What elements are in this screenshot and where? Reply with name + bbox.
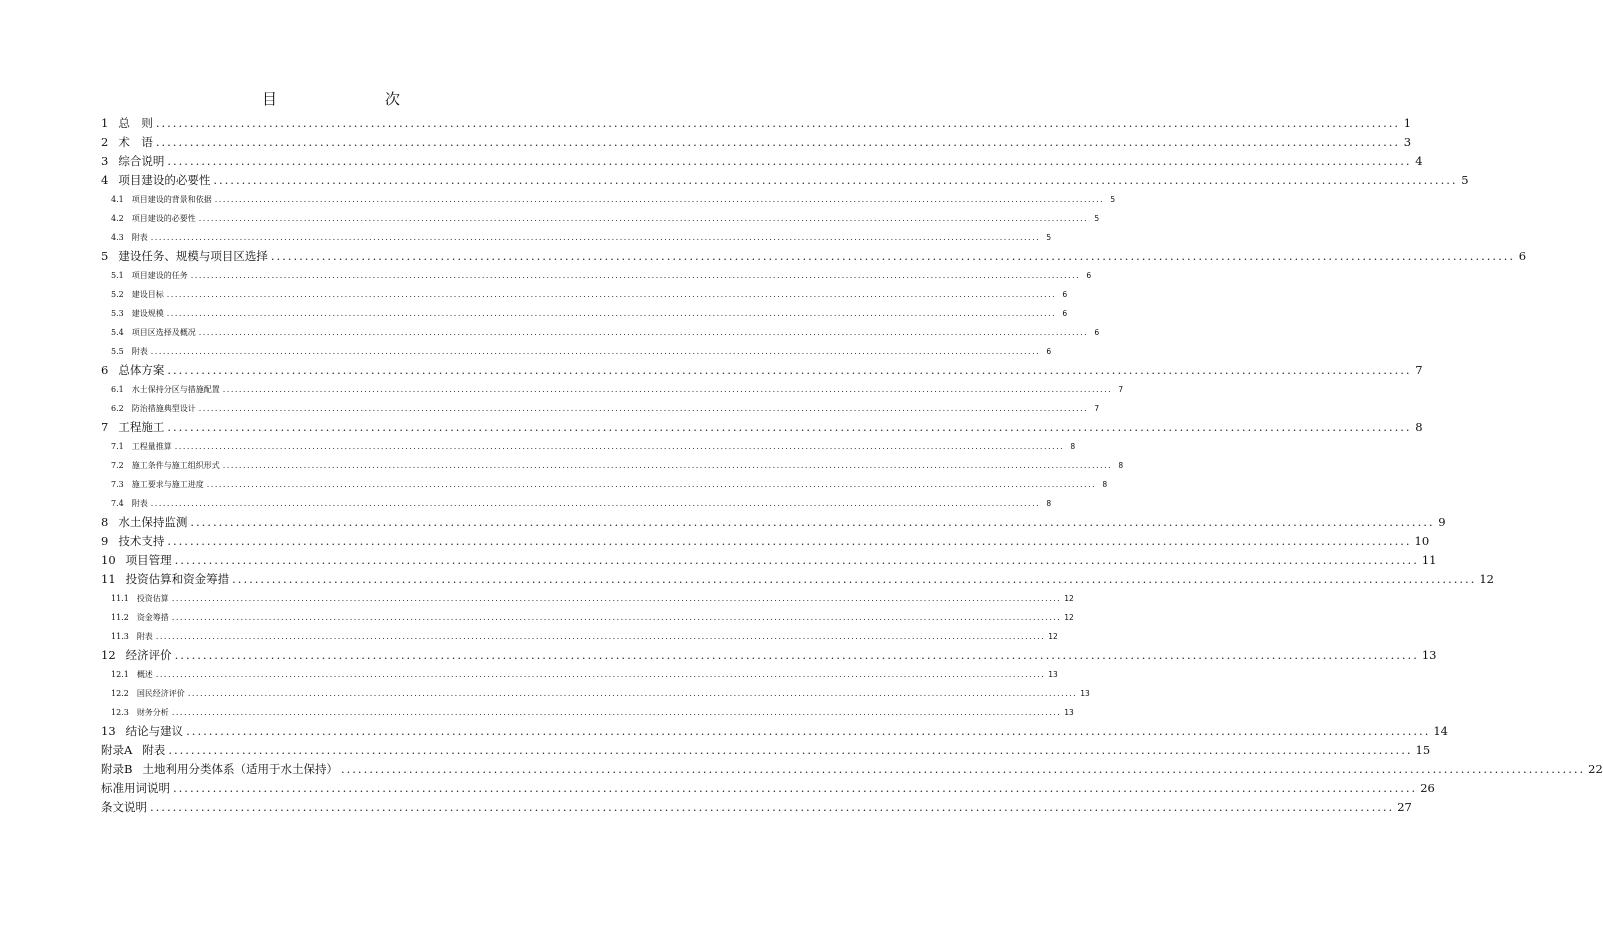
- toc-entry-label: [111, 399, 196, 418]
- dot-leader: ............................................................................................................................................................................................................................: [198, 404, 1089, 413]
- toc-entry-number: 12: [101, 648, 116, 662]
- toc-entry-text: 建设规模: [131, 309, 164, 318]
- toc-entry-page: 8: [1102, 480, 1108, 489]
- toc-entry[interactable]: [101, 779, 1435, 798]
- toc-entry-text: 条文说明: [101, 800, 147, 814]
- toc-entry-page: 27: [1397, 800, 1412, 814]
- toc-entry-page: 6: [1046, 347, 1052, 356]
- dot-leader: ............................................................................................................................................................................................................................: [198, 328, 1089, 337]
- toc-entry-page: 7: [1094, 404, 1100, 413]
- toc-entry-label: [111, 209, 196, 228]
- toc-entry-page: 22: [1588, 762, 1603, 776]
- dot-leader: ............................................................................................................................................................................................................................: [167, 534, 1412, 548]
- toc-entry-page: 13: [1048, 670, 1058, 679]
- toc-entry-text: 资金筹措: [136, 613, 169, 622]
- toc-entry[interactable]: [101, 760, 1603, 779]
- toc-entry-page: 9: [1438, 515, 1446, 529]
- toc-entry-text: 附表: [136, 632, 153, 641]
- toc-entry-text: 国民经济评价: [136, 689, 185, 698]
- toc-entry-page: 14: [1433, 724, 1448, 738]
- toc-entry[interactable]: [101, 570, 1494, 589]
- toc-entry-label: [101, 798, 147, 817]
- dot-leader: ............................................................................................................................................................................................................................: [167, 363, 1412, 377]
- toc-entry-text: 总体方案: [118, 363, 165, 377]
- toc-entry[interactable]: [101, 646, 1437, 665]
- toc-entry-number: 4: [101, 173, 109, 187]
- dot-leader: ............................................................................................................................................................................................................................: [150, 499, 1041, 508]
- toc-entry-text: 施工条件与施工组织形式: [131, 461, 220, 470]
- toc-entry-label: [111, 589, 169, 608]
- toc-entry-text: 建设目标: [131, 290, 164, 299]
- toc-entry[interactable]: [101, 380, 1124, 399]
- toc-entry-label: [101, 741, 165, 760]
- toc-entry-number: 7.2: [111, 461, 124, 470]
- toc-entry[interactable]: [101, 551, 1437, 570]
- toc-entry-number: 附录B: [101, 762, 133, 776]
- toc-entry-label: [111, 190, 212, 209]
- toc-entry-text: 投资估算和资金筹措: [125, 572, 230, 586]
- toc-entry-text: 附表: [131, 499, 148, 508]
- toc-entry[interactable]: [101, 494, 1052, 513]
- toc-entry-number: 8: [101, 515, 109, 529]
- toc-entry[interactable]: [101, 456, 1124, 475]
- dot-leader: ............................................................................................................................................................................................................................: [166, 290, 1057, 299]
- toc-entry-text: 工程量推算: [131, 442, 172, 451]
- toc-entry-text: 术 语: [118, 135, 153, 149]
- toc-entry-label: [101, 722, 183, 741]
- dot-leader: ............................................................................................................................................................................................................................: [190, 515, 1435, 529]
- toc-entry[interactable]: [101, 361, 1423, 380]
- toc-entry-page: 6: [1086, 271, 1092, 280]
- toc-entry[interactable]: [101, 513, 1446, 532]
- toc-entry-page: 10: [1414, 534, 1430, 548]
- toc-entry-number: 6.1: [111, 385, 124, 394]
- toc-entry-number: 4.3: [111, 233, 124, 242]
- toc-entry-text: 建设任务、规模与项目区选择: [118, 249, 268, 263]
- toc-entry-number: 5.4: [111, 328, 124, 337]
- toc-entry-number: 7: [101, 420, 109, 434]
- toc-entry-label: [101, 551, 172, 570]
- dot-leader: ............................................................................................................................................................................................................................: [150, 347, 1041, 356]
- dot-leader: ............................................................................................................................................................................................................................: [214, 195, 1105, 204]
- dot-leader: ............................................................................................................................................................................................................................: [232, 572, 1477, 586]
- dot-leader: ............................................................................................................................................................................................................................: [187, 689, 1078, 698]
- toc-entry-text: 附表: [142, 743, 166, 757]
- toc-entry[interactable]: [101, 171, 1469, 190]
- toc-entry-label: [111, 475, 204, 494]
- toc-entry[interactable]: [101, 437, 1076, 456]
- toc-entry-page: 4: [1415, 154, 1423, 168]
- toc-entry-page: 7: [1415, 363, 1423, 377]
- toc-entry-page: 6: [1062, 309, 1068, 318]
- toc-entry[interactable]: [101, 665, 1058, 684]
- toc-entry-number: 4.1: [111, 195, 124, 204]
- toc-entry[interactable]: [101, 152, 1423, 171]
- dot-leader: ............................................................................................................................................................................................................................: [190, 271, 1081, 280]
- toc-entry-number: 2: [101, 135, 109, 149]
- toc-entry-label: [111, 228, 148, 247]
- toc-entry-text: 项目建设的任务: [131, 271, 188, 280]
- toc-entry-label: [111, 323, 196, 342]
- dot-leader: ............................................................................................................................................................................................................................: [174, 442, 1065, 451]
- toc-entry-number: 6.2: [111, 404, 124, 413]
- dot-leader: ............................................................................................................................................................................................................................: [168, 743, 1413, 757]
- toc-entry-label: [111, 684, 185, 703]
- toc-entry-text: 项目建设的必要性: [118, 173, 211, 187]
- dot-leader: ............................................................................................................................................................................................................................: [340, 762, 1586, 776]
- toc-entry-label: [101, 513, 187, 532]
- toc-entry-number: 5: [101, 249, 109, 263]
- dot-leader: ............................................................................................................................................................................................................................: [155, 116, 1401, 130]
- toc-entry-text: 项目管理: [125, 553, 172, 567]
- toc-entry[interactable]: [101, 190, 1116, 209]
- dot-leader: ............................................................................................................................................................................................................................: [166, 309, 1057, 318]
- toc-entry-text: 技术支持: [118, 534, 165, 548]
- toc-entry-text: 土地利用分类体系（适用于水土保持）: [142, 762, 338, 776]
- toc-entry[interactable]: [101, 722, 1448, 741]
- toc-entry-page: 6: [1518, 249, 1527, 263]
- toc-entry-number: 3: [101, 154, 109, 168]
- toc-entry[interactable]: [101, 209, 1100, 228]
- table-of-contents: [101, 114, 1603, 817]
- toc-entry-label: [111, 266, 188, 285]
- dot-leader: ............................................................................................................................................................................................................................: [174, 648, 1419, 662]
- toc-entry-number: 11: [101, 572, 116, 586]
- toc-entry-label: [111, 437, 172, 456]
- dot-leader: ............................................................................................................................................................................................................................: [213, 173, 1458, 187]
- toc-entry[interactable]: [101, 741, 1431, 760]
- toc-entry-number: 5.5: [111, 347, 124, 356]
- toc-entry-text: 附表: [131, 347, 148, 356]
- toc-entry[interactable]: [101, 589, 1074, 608]
- dot-leader: ............................................................................................................................................................................................................................: [222, 461, 1113, 470]
- toc-entry-label: [101, 171, 210, 190]
- dot-leader: ............................................................................................................................................................................................................................: [222, 385, 1113, 394]
- dot-leader: ............................................................................................................................................................................................................................: [270, 249, 1516, 263]
- toc-entry-text: 项目建设的背景和依据: [131, 195, 212, 204]
- toc-title: 目 次: [261, 90, 426, 108]
- toc-entry-page: 13: [1421, 648, 1437, 662]
- toc-entry-number: 12.3: [111, 708, 129, 717]
- toc-entry-text: 项目建设的必要性: [131, 214, 196, 223]
- toc-entry-page: 5: [1094, 214, 1100, 223]
- toc-entry-text: 防治措施典型设计: [131, 404, 196, 413]
- toc-entry-page: 13: [1064, 708, 1074, 717]
- toc-entry-label: [111, 608, 169, 627]
- toc-entry-number: 11.1: [111, 594, 129, 603]
- toc-entry-number: 12.2: [111, 689, 129, 698]
- toc-entry-page: 3: [1403, 135, 1412, 149]
- toc-entry-text: 施工要求与施工进度: [131, 480, 204, 489]
- toc-entry-label: [101, 570, 229, 589]
- toc-entry-label: [111, 627, 153, 646]
- toc-entry-text: 附表: [131, 233, 148, 242]
- toc-entry-text: 水土保持监测: [118, 515, 188, 529]
- toc-entry[interactable]: [101, 703, 1074, 722]
- toc-entry-label: [101, 779, 170, 798]
- dot-leader: ............................................................................................................................................................................................................................: [171, 708, 1062, 717]
- dot-leader: ............................................................................................................................................................................................................................: [174, 553, 1419, 567]
- toc-entry-number: 7.3: [111, 480, 124, 489]
- toc-entry[interactable]: [101, 266, 1092, 285]
- toc-entry-label: [101, 114, 153, 133]
- dot-leader: ............................................................................................................................................................................................................................: [155, 135, 1401, 149]
- dot-leader: ............................................................................................................................................................................................................................: [198, 214, 1089, 223]
- toc-entry-text: 经济评价: [125, 648, 172, 662]
- dot-leader: ............................................................................................................................................................................................................................: [186, 724, 1431, 738]
- toc-entry-text: 综合说明: [118, 154, 165, 168]
- toc-entry-page: 12: [1479, 572, 1494, 586]
- toc-entry-page: 12: [1048, 632, 1058, 641]
- toc-entry-number: 11.2: [111, 613, 129, 622]
- toc-entry-label: [101, 760, 338, 779]
- toc-entry-page: 26: [1420, 781, 1435, 795]
- toc-entry-number: 4.2: [111, 214, 124, 223]
- toc-entry[interactable]: [101, 798, 1412, 817]
- toc-entry-page: 15: [1415, 743, 1431, 757]
- toc-entry-number: 12.1: [111, 670, 129, 679]
- toc-entry-text: 水土保持分区与措施配置: [131, 385, 220, 394]
- toc-entry-label: [101, 418, 164, 437]
- toc-entry-text: 结论与建议: [125, 724, 184, 738]
- toc-entry-label: [111, 285, 164, 304]
- toc-entry-number: 1: [101, 116, 109, 130]
- toc-entry-page: 5: [1046, 233, 1052, 242]
- toc-entry-page: 8: [1415, 420, 1423, 434]
- toc-entry-page: 11: [1421, 553, 1437, 567]
- toc-entry[interactable]: [101, 285, 1068, 304]
- toc-entry-text: 概述: [136, 670, 153, 679]
- toc-entry-label: [101, 152, 164, 171]
- toc-entry-label: [101, 532, 164, 551]
- toc-entry-page: 5: [1110, 195, 1116, 204]
- dot-leader: ............................................................................................................................................................................................................................: [167, 154, 1412, 168]
- toc-entry[interactable]: [101, 627, 1058, 646]
- toc-entry-label: [111, 304, 164, 323]
- toc-entry-text: 工程施工: [118, 420, 165, 434]
- dot-leader: ............................................................................................................................................................................................................................: [206, 480, 1097, 489]
- dot-leader: ............................................................................................................................................................................................................................: [150, 233, 1041, 242]
- toc-entry-text: 项目区选择及概况: [131, 328, 196, 337]
- toc-entry[interactable]: [101, 247, 1527, 266]
- toc-entry-page: 8: [1070, 442, 1076, 451]
- toc-entry[interactable]: [101, 399, 1100, 418]
- toc-entry-number: 5.2: [111, 290, 124, 299]
- dot-leader: ............................................................................................................................................................................................................................: [155, 670, 1046, 679]
- toc-entry-page: 1: [1403, 116, 1412, 130]
- toc-entry-number: 5.1: [111, 271, 124, 280]
- toc-entry-label: [111, 665, 153, 684]
- toc-entry-page: 13: [1080, 689, 1090, 698]
- dot-leader: ............................................................................................................................................................................................................................: [173, 781, 1418, 795]
- toc-entry[interactable]: [101, 684, 1090, 703]
- toc-entry-label: [111, 456, 220, 475]
- toc-entry-text: 财务分析: [136, 708, 169, 717]
- toc-entry-number: 6: [101, 363, 109, 377]
- toc-entry-number: 7.1: [111, 442, 124, 451]
- toc-entry[interactable]: [101, 532, 1430, 551]
- toc-entry-number: 7.4: [111, 499, 124, 508]
- toc-entry-page: 8: [1046, 499, 1052, 508]
- toc-entry-number: 13: [101, 724, 116, 738]
- toc-entry-text: 总 则: [118, 116, 153, 130]
- toc-entry[interactable]: [101, 323, 1100, 342]
- toc-entry-text: 标准用词说明: [101, 781, 170, 795]
- toc-entry-number: 10: [101, 553, 116, 567]
- dot-leader: ............................................................................................................................................................................................................................: [155, 632, 1046, 641]
- toc-entry[interactable]: [101, 475, 1108, 494]
- toc-entry[interactable]: [101, 304, 1068, 323]
- toc-entry-label: [101, 247, 268, 266]
- dot-leader: ............................................................................................................................................................................................................................: [171, 594, 1062, 603]
- toc-entry-number: 附录A: [101, 743, 133, 757]
- toc-entry-label: [101, 133, 153, 152]
- toc-entry-label: [111, 342, 148, 361]
- dot-leader: ............................................................................................................................................................................................................................: [171, 613, 1062, 622]
- toc-entry[interactable]: [101, 608, 1074, 627]
- toc-entry-label: [111, 703, 169, 722]
- toc-entry[interactable]: [101, 228, 1052, 247]
- toc-entry-page: 6: [1062, 290, 1068, 299]
- toc-entry-text: 投资估算: [136, 594, 169, 603]
- toc-entry-page: 6: [1094, 328, 1100, 337]
- toc-entry[interactable]: [101, 133, 1412, 152]
- toc-entry-page: 12: [1064, 594, 1074, 603]
- toc-entry-label: [111, 380, 220, 399]
- toc-entry-page: 5: [1461, 173, 1469, 187]
- dot-leader: ............................................................................................................................................................................................................................: [150, 800, 1395, 814]
- toc-entry-number: 5.3: [111, 309, 124, 318]
- toc-entry[interactable]: [101, 418, 1423, 437]
- toc-entry[interactable]: [101, 114, 1412, 133]
- toc-entry-number: 11.3: [111, 632, 129, 641]
- dot-leader: ............................................................................................................................................................................................................................: [167, 420, 1412, 434]
- toc-entry-label: [101, 361, 164, 380]
- toc-entry-page: 7: [1118, 385, 1124, 394]
- toc-entry-page: 12: [1064, 613, 1074, 622]
- toc-entry-page: 8: [1118, 461, 1124, 470]
- toc-entry-label: [111, 494, 148, 513]
- toc-entry[interactable]: [101, 342, 1052, 361]
- toc-entry-number: 9: [101, 534, 109, 548]
- toc-entry-label: [101, 646, 172, 665]
